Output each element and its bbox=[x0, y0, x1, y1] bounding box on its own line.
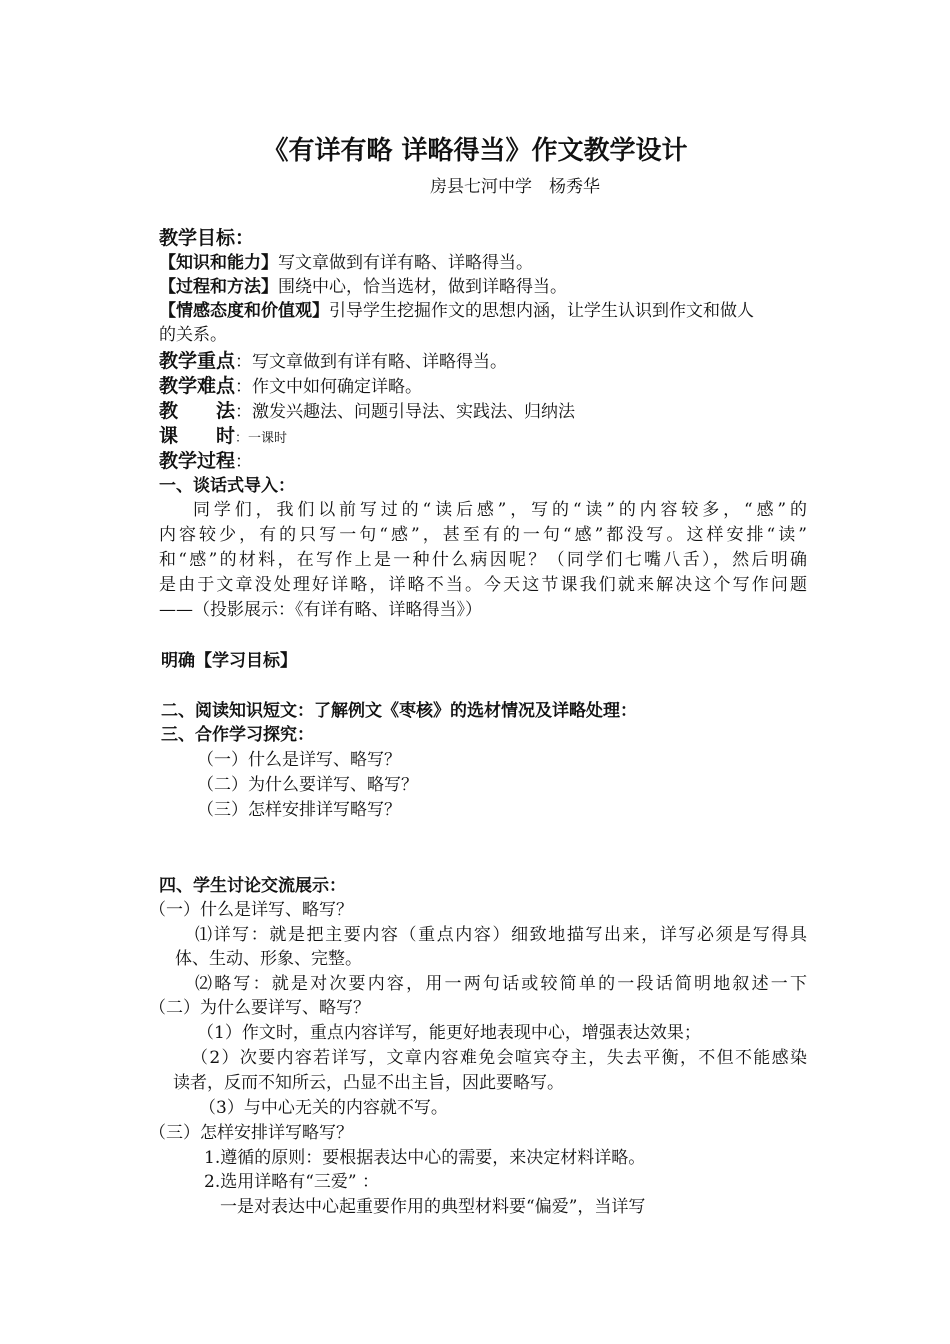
goal-process-label: 【过程和方法】 bbox=[159, 277, 278, 297]
goal-knowledge bbox=[159, 251, 533, 275]
section4-c2: 2.选用详略有“三爱” ： bbox=[204, 1172, 380, 1192]
section4-b2-line-2: 读者，反而不知所云，凸显不出主旨，因此要略写。 bbox=[173, 1073, 564, 1093]
key-point-text: ：写文章做到有详有略、详略得当。 bbox=[235, 352, 508, 372]
section1-line-4: 是由于文章没处理好详略，详略不当。今天这节课我们就来解决这个写作问题 bbox=[159, 575, 807, 595]
process-heading bbox=[159, 449, 252, 474]
section4-c-head: （三）怎样安排详写略写？ bbox=[149, 1123, 353, 1143]
process-label: 教学过程 bbox=[159, 450, 236, 472]
section4-b2-line-1: （2）次要内容若详写，文章内容难免会喧宾夺主，失去平衡，不但不能感染 bbox=[191, 1048, 807, 1068]
section4-a1-line-1: ⑴详写：就是把主要内容（重点内容）细致地描写出来，详写必须是写得具 bbox=[195, 925, 807, 945]
section1-line-1: 同学们，我们以前写过的“读后感”，写的“读”的内容较多，“感”的 bbox=[193, 500, 807, 520]
teaching-method bbox=[159, 399, 575, 424]
goal-knowledge-text: 写文章做到有详有略、详略得当。 bbox=[278, 253, 533, 273]
goal-emotion-cont: 的关系。 bbox=[159, 325, 227, 345]
goal-process bbox=[159, 275, 567, 299]
method-label: 教 法 bbox=[159, 400, 236, 422]
document-title: 《有详有略 详略得当》作文教学设计 bbox=[262, 136, 688, 166]
section3-q3: （三）怎样安排详写略写？ bbox=[197, 800, 401, 820]
goal-process-text: 围绕中心，恰当选材，做到详略得当。 bbox=[278, 277, 567, 297]
section3-q2: （二）为什么要详写、略写？ bbox=[197, 775, 418, 795]
section4-a1-line-2: 体、生动、形象、完整。 bbox=[175, 949, 362, 969]
clarify-goals: 明确【学习目标】 bbox=[161, 651, 297, 671]
section4-c3: 一是对表达中心起重要作用的典型材料要“偏爱”，当详写 bbox=[220, 1197, 646, 1217]
section4-b3: （3）与中心无关的内容就不写。 bbox=[199, 1098, 448, 1118]
hours-text: ：一课时 bbox=[235, 431, 288, 446]
goal-emotion-label: 【情感态度和价值观】 bbox=[159, 301, 329, 321]
goal-emotion bbox=[159, 299, 754, 323]
section4-heading: 四、学生讨论交流展示： bbox=[159, 876, 346, 896]
goals-heading: 教学目标： bbox=[159, 227, 255, 249]
section2-heading: 二、阅读知识短文：了解例文《枣核》的选材情况及详略处理： bbox=[161, 701, 637, 721]
section3-q1: （一）什么是详写、略写？ bbox=[197, 750, 401, 770]
section4-b1: （1）作文时，重点内容详写，能更好地表现中心，增强表达效果； bbox=[197, 1023, 701, 1043]
author-line: 房县七河中学 杨秀华 bbox=[430, 177, 600, 197]
section1-line-3: 和“感”的材料，在写作上是一种什么病因呢？（同学们七嘴八舌），然后明确 bbox=[159, 550, 807, 570]
difficulty-label: 教学难点 bbox=[159, 375, 236, 397]
hours-label: 课 时 bbox=[159, 425, 236, 447]
difficulty-text: ：作文中如何确定详略。 bbox=[235, 377, 423, 397]
section4-a-head: （一）什么是详写、略写？ bbox=[149, 900, 353, 920]
process-colon: ： bbox=[235, 452, 253, 472]
section1-line-5: ——（投影展示：《有详有略、详略得当》） bbox=[159, 600, 482, 620]
section4-c1: 1.遵循的原则：要根据表达中心的需要，来决定材料详略。 bbox=[204, 1148, 646, 1168]
section3-heading: 三、合作学习探究： bbox=[161, 725, 314, 745]
goal-knowledge-label: 【知识和能力】 bbox=[159, 253, 278, 273]
class-hours bbox=[159, 424, 287, 451]
goal-emotion-text: 引导学生挖掘作文的思想内涵，让学生认识到作文和做人 bbox=[329, 301, 754, 321]
section1-heading: 一、谈话式导入： bbox=[159, 476, 295, 496]
section4-b-head: （二）为什么要详写、略写？ bbox=[149, 998, 370, 1018]
key-point bbox=[159, 349, 507, 374]
difficulty bbox=[159, 374, 422, 399]
section1-line-2: 内容较少，有的只写一句“感”，甚至有的一句“感”都没写。这样安排“读” bbox=[159, 525, 807, 545]
key-point-label: 教学重点 bbox=[159, 350, 236, 372]
section4-a2: ⑵略写：就是对次要内容，用一两句话或较简单的一段话简明地叙述一下 bbox=[195, 974, 807, 994]
method-text: ：激发兴趣法、问题引导法、实践法、归纳法 bbox=[235, 402, 576, 422]
